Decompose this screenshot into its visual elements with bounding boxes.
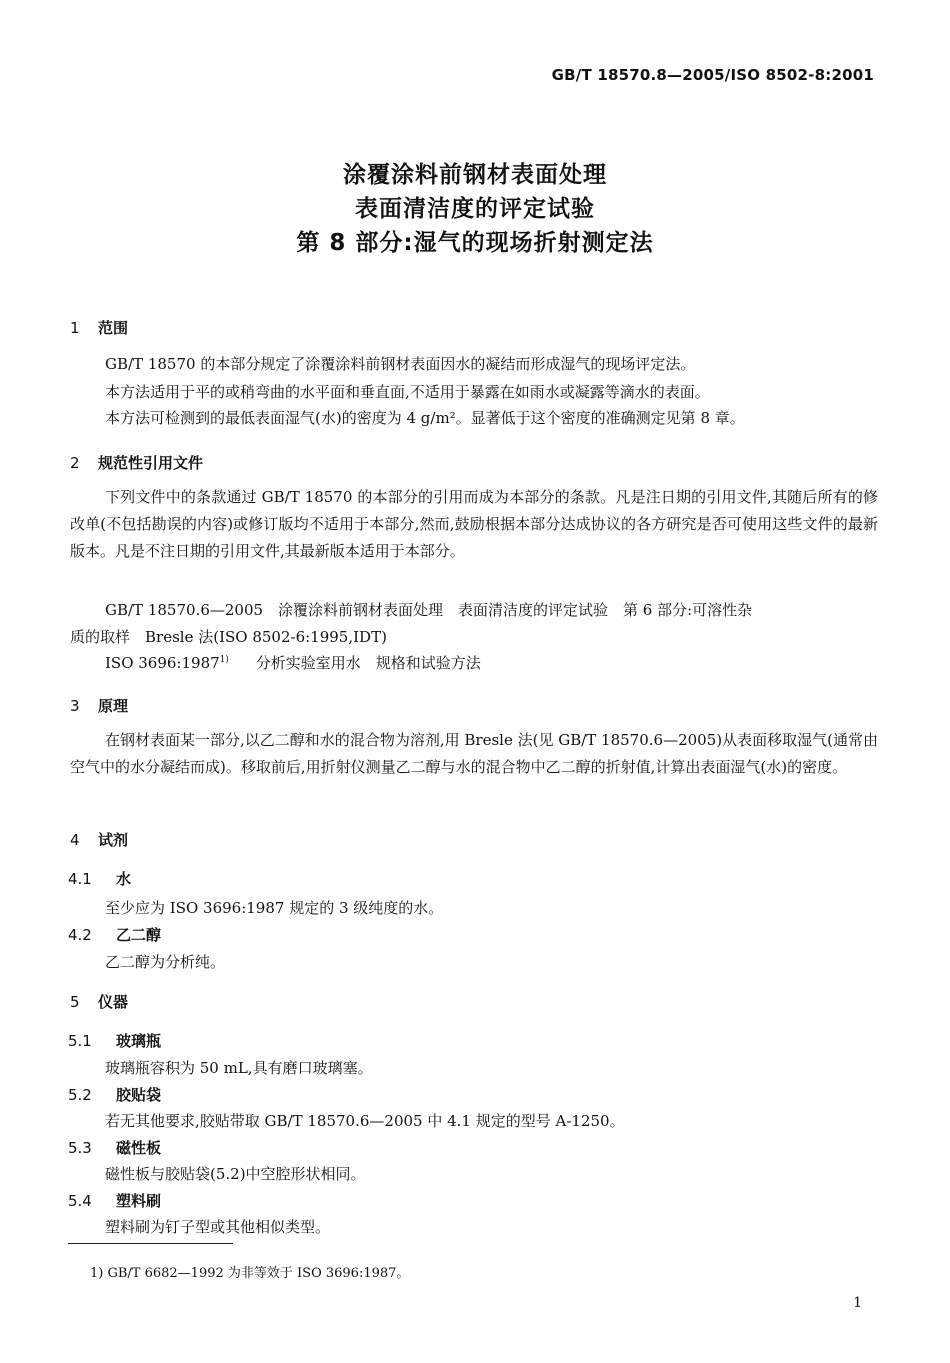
reference-2 bbox=[105, 652, 503, 673]
section-4-2-heading: 4.2 乙二醇 bbox=[68, 926, 162, 944]
section-5-4-heading: 5.4 塑料刷 bbox=[68, 1192, 162, 1210]
document-title bbox=[0, 158, 950, 260]
section-3-text: 在钢材表面某一部分,以乙二醇和水的混合物为溶剂,用 Bresle 法(见 GB/T 18570.6—2005)从表面移取湿气(通常由空气中的水分凝结而成)。移取前后,用折射仪测量乙二醇与水的混合物中乙二醇的折射值,计算出表面湿气(水)的密度。 bbox=[70, 731, 878, 776]
section-5-heading: 5 仪器 bbox=[70, 993, 129, 1011]
section-5-2-heading: 5.2 胶贴袋 bbox=[68, 1086, 162, 1104]
reference-1-line-1: GB/T 18570.6—2005 涂覆涂料前钢材表面处理 表面清洁度的评定试验 第 6 部分:可溶性杂 bbox=[105, 601, 753, 619]
page-number: 1 bbox=[853, 1295, 862, 1311]
section-3-heading: 3 原理 bbox=[70, 697, 129, 715]
section-1-heading: 1 范围 bbox=[70, 319, 129, 337]
section-4-1-text: 至少应为 ISO 3696:1987 规定的 3 级纯度的水。 bbox=[105, 899, 444, 917]
section-1-para-1: GB/T 18570 的本部分规定了涂覆涂料前钢材表面因水的凝结而形成湿气的现场评定法。 bbox=[105, 355, 696, 373]
section-5-1-heading: 5.1 玻璃瓶 bbox=[68, 1032, 162, 1050]
section-5-3-heading: 5.3 磁性板 bbox=[68, 1139, 162, 1157]
section-4-1-heading: 4.1 水 bbox=[68, 870, 132, 888]
section-5-4-text: 塑料刷为钉子型或其他相似类型。 bbox=[105, 1218, 331, 1236]
reference-2-title: 分析实验室用水 规格和试验方法 bbox=[255, 654, 481, 672]
section-1-para-3: 本方法可检测到的最低表面湿气(水)的密度为 4 g/m²。显著低于这个密度的准确测定见第 8 章。 bbox=[105, 409, 745, 427]
section-2-heading: 2 规范性引用文件 bbox=[70, 454, 204, 472]
section-4-heading: 4 试剂 bbox=[70, 831, 129, 849]
section-4-2-text: 乙二醇为分析纯。 bbox=[105, 953, 226, 971]
section-5-2-text: 若无其他要求,胶贴带取 GB/T 18570.6—2005 中 4.1 规定的型号 A-1250。 bbox=[105, 1112, 625, 1130]
section-1-para-2: 本方法适用于平的或稍弯曲的水平面和垂直面,不适用于暴露在如雨水或凝露等滴水的表面。 bbox=[105, 383, 710, 401]
footnote: 1) GB/T 6682—1992 为非等效于 ISO 3696:1987。 bbox=[90, 1266, 410, 1281]
footnote-divider bbox=[68, 1243, 233, 1244]
title-line-3: 第 8 部分:湿气的现场折射测定法 bbox=[296, 230, 654, 256]
standard-number: GB/T 18570.8—2005/ISO 8502-8:2001 bbox=[551, 66, 874, 84]
reference-2-code: ISO 3696:1987$^{1)}$ bbox=[105, 654, 229, 672]
title-line-1: 涂覆涂料前钢材表面处理 bbox=[343, 162, 607, 188]
section-2-intro: 下列文件中的条款通过 GB/T 18570 的本部分的引用而成为本部分的条款。凡是注日期的引用文件,其随后所有的修改单(不包括勘误的内容)或修订版均不适用于本部分,然而,鼓励根据本部分达成协议的各方研究是否可使用这些文件的最新版本。凡是不注日期的引用文件,其最新版本适用于本部分。 bbox=[70, 488, 878, 560]
section-5-3-text: 磁性板与胶贴袋(5.2)中空腔形状相同。 bbox=[105, 1165, 366, 1183]
title-line-2: 表面清洁度的评定试验 bbox=[355, 196, 595, 222]
reference-1-line-2: 质的取样 Bresle 法(ISO 8502-6:1995,IDT) bbox=[70, 628, 387, 646]
section-5-1-text: 玻璃瓶容积为 50 mL,具有磨口玻璃塞。 bbox=[105, 1059, 373, 1077]
